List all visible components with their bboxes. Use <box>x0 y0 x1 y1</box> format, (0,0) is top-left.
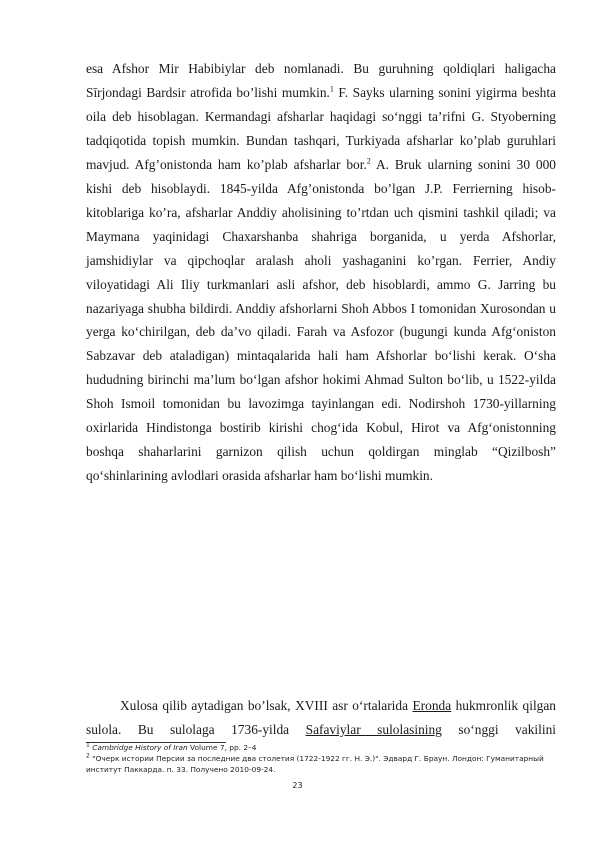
body-paragraph-2 <box>86 694 556 742</box>
link-safaviylar-sulolasining[interactable]: Safaviylar sulolasining <box>305 721 442 737</box>
paragraph-text: hukmronlik qilgan sulola. Bu sulolaga 1736-yilda <box>86 698 556 737</box>
footnote-text: "Очерк истории Персии за последние два столетия (1722-1922 гг. Н. Э.)". Эдвард Г. Браун. Лондон: Гуманитарный институт Паккарда. п. 33. Получено 2010-09-24. <box>86 754 544 774</box>
paragraph-text: Xulosa qilib aytadigan bo’lsak, XVIII asr o‘rtalarida <box>120 698 413 713</box>
paragraph-text: so‘nggi vakilini <box>441 721 556 737</box>
footnote-ref-2[interactable]: 2 <box>366 156 371 166</box>
link-eronda[interactable]: Eronda <box>412 698 452 713</box>
footnote-1 <box>86 743 556 754</box>
footnote-2 <box>86 754 556 775</box>
footnote-marker: 2 <box>86 752 90 760</box>
paragraph-text: F. Sayks ularning sonini yigirma beshta oila deb hisoblagan. Kermandagi afsharlar haqidagi so‘nggi ta’rifni G. Styoberning tadqiqotida topish mumkin. Bundan tashqari, Turkiyada afsharlar ko’plab guruhlari mavjud. Afg’onistonda ham ko’plab afsharlar bor. <box>86 84 556 172</box>
footnote-marker: 1 <box>86 741 90 749</box>
footnote-text: Volume 7, pp. 2–4 <box>187 743 257 752</box>
footnote-title: Cambridge History of Iran <box>92 743 188 752</box>
footnote-ref-1[interactable]: 1 <box>329 84 334 94</box>
paragraph-text: esa Afshor Mir Habibiylar deb nomlanadi. Bu guruhning qoldiqlari haligacha Sīrjondagi Bardsir atrofida bo’lishi mumkin. <box>86 61 556 100</box>
paragraph-text: A. Bruk ularning sonini 30 000 kishi deb hisoblaydi. 1845-yilda Afg’onistonda bo’lgan J.P. Ferrierning hisob-kitoblariga ko’ra, afsharlar Anddiy aholisining to’rtdan uch qismini tashkil qiladi; va Maymana yaqinidagi Chaxarshanba shahriga borganida, u yerda Afshorlar, jamshidiylar va qipchoqlar aralash aholi yashaganini ko’rgan. Ferrier, Andiy viloyatidagi Ali Iliy turkmanlari asli afshor, deb hisoblardi, ammo G. Jarring bu nazariyaga shubha bildirdi. Anddiy afshorlarni Shoh Abbos I tomonidan Xurosondan u yerga ko‘chirilgan, deb da’vo qiladi. Farah va Asfozor (bugungi kunda Afg‘oniston Sabzavar deb ataladigan) mintaqalarida hali ham Afshorlar bo‘lishi kerak. O‘sha hududning birinchi ma’lum bo‘lgan afshor hokimi Ahmad Sulton bo‘lib, u 1522-yilda Shoh Ismoil tomonidan bu lavozimga tayinlangan edi. Nodirshoh 1730-yillarning oxirlarida Hindistonga bostirib kirishi chog‘ida Kobul, Hirot va Afg‘onistonning boshqa shaharlarini garnizon qilish uchun qoldirgan minglab “Qizilbosh” qo‘shinlarining avlodlari orasida afsharlar ham bo‘lishi mumkin. <box>86 156 556 484</box>
body-paragraph-1 <box>86 57 556 488</box>
page-number: 23 <box>292 781 303 790</box>
